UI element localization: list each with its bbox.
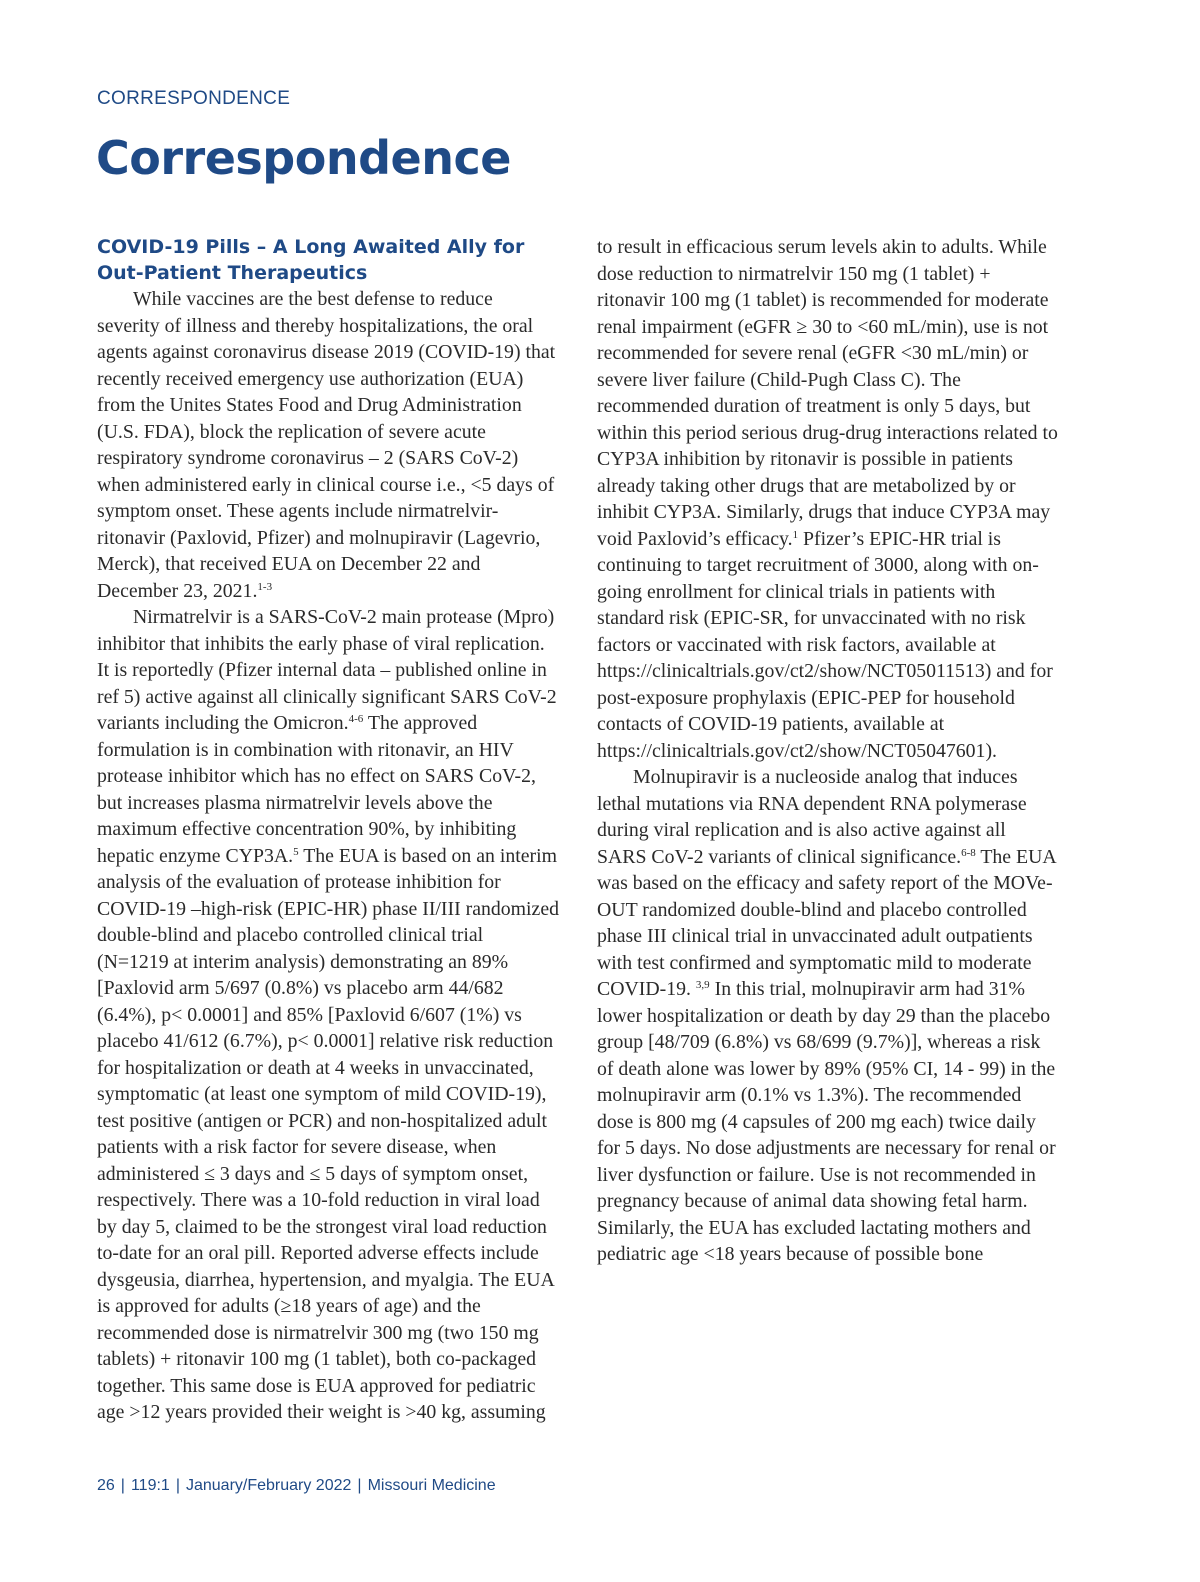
paragraph-2-part-d: Pfizer’s EPIC-HR trial is continuing to target recruitment of 3000, along with on-going enrollment for clinical trials in patients with standard risk (EPIC-SR, for unvaccinated with no risk factors or vaccinated with risk factors, available at https://clinicaltrials.gov/ct2/show/NCT05011513) and for post-exposure prophylaxis (EPIC-PEP for household contacts of COVID-19 patients, available at https://clinicaltrials.gov/ct2/show/NCT05047601). [597,527,1053,762]
left-column [97,234,559,1426]
article-paragraph-2-continued [597,234,1059,764]
right-column [597,234,1059,1268]
paragraph-2-part-c: The EUA is based on an interim analysis of the evaluation of protease inhibition for COVID-19 –high-risk (EPIC-HR) phase II/III randomized double-blind and placebo controlled clinical trial (N=1219 at interim analysis) demonstrating an 89% [Paxlovid arm 5/697 (0.8%) vs placebo arm 44/682 (6.4%), p< 0.0001] and 85% [Paxlovid 6/607 (1%) vs placebo 41/612 (6.7%), p< 0.0001] relative risk reduction for hospitalization or death at 4 weeks in unvaccinated, symptomatic (at least one symptom of mild COVID-19), test positive (antigen or PCR) and non-hospitalized adult patients with a risk factor for severe disease, when administered ≤ 3 days and ≤ 5 days of symptom onset, respectively. There was a 10-fold reduction in viral load by day 5, claimed to be the strongest viral load reduction to-date for an oral pill. Reported adverse effects include dysgeusia, diarrhea, hypertension, and myalgia. The EUA is approved for adults (≥18 years of age) and the recommended dose is nirmatrelvir 300 mg (two 150 mg tablets) + ritonavir 100 mg (1 tablet), both co-packaged together. This same dose is EUA approved for pediatric age >12 years provided their weight is >40 kg, assuming [97,844,560,1423]
article-paragraph-2 [97,604,559,1426]
page-footer [97,1477,496,1495]
article-paragraph-3 [597,764,1059,1268]
issue-volume: 119:1 [130,1477,170,1494]
citation-ref: 3,9 [695,979,710,991]
footer-separator: | [357,1477,362,1494]
issue-date: January/February 2022 [185,1477,352,1494]
page-number: 26 [97,1477,115,1494]
paragraph-3-part-b: The EUA was based on the efficacy and safety report of the MOVe-OUT randomized double-blind and placebo controlled phase III clinical trial in unvaccinated adult outpatients with test confirmed and symptomatic mild to moderate COVID-19. [597,845,1056,1000]
citation-ref: 5 [293,845,299,858]
paragraph-2-continued-text: to result in efficacious serum levels akin to adults. While dose reduction to nirmatrelvir 150 mg (1 tablet) + ritonavir 100 mg (1 tablet) is recommended for moderate renal impairment (eGFR ≥ 30 to <60 mL/min), use is not recommended for severe renal (eGFR <30 mL/min) or severe liver failure (Child-Pugh Class C). The recommended duration of treatment is only 5 days, but within this period serious drug-drug interactions related to CYP3A inhibition by ritonavir is possible in patients already taking other drugs that are metabolized by or inhibit CYP3A. Similarly, drugs that induce CYP3A may void Paxlovid’s efficacy. [597,236,1058,550]
paragraph-2-part-b: The approved formulation is in combination with ritonavir, an HIV protease inhibitor which has no effect on SARS CoV-2, but increases plasma nirmatrelvir levels above the maximum effective concentration 90%, by inhibiting hepatic enzyme CYP3A. [97,712,536,867]
paragraph-1-text: While vaccines are the best defense to reduce severity of illness and thereby hospitalizations, the oral agents against coronavirus disease 2019 (COVID-19) that recently received emergency use authorization (EUA) from the Unites States Food and Drug Administration (U.S. FDA), block the replication of severe acute respiratory syndrome coronavirus – 2 (SARS CoV-2) when administered early in clinical course i.e., <5 days of symptom onset. These agents include nirmatrelvir-ritonavir (Paxlovid, Pfizer) and molnupiravir (Lagevrio, Merck), that received EUA on December 22 and December 23, 2021. [97,288,556,602]
section-label: CORRESPONDENCE [97,88,291,109]
article-title: COVID-19 Pills – A Long Awaited Ally for Out-Patient Therapeutics [97,236,525,284]
footer-separator: | [175,1477,180,1494]
citation-ref: 1-3 [257,580,273,593]
citation-ref: 1 [792,528,799,541]
page-title: Correspondence [96,131,511,185]
paragraph-3-part-a: Molnupiravir is a nucleoside analog that induces lethal mutations via RNA dependent RNA polymerase during viral replication and is also active against all SARS CoV-2 variants of clinical significance. [597,766,1027,868]
footer-separator: | [120,1477,125,1494]
journal-name: Missouri Medicine [367,1477,496,1494]
citation-ref: 6-8 [961,846,976,859]
paragraph-3-part-c: In this trial, molnupiravir arm had 31% lower hospitalization or death by day 29 than the placebo group [48/709 (6.8%) vs 68/699 (9.7%)], whereas a risk of death alone was lower by 89% (95% CI, 14 - 99) in the molnupiravir arm (0.1% vs 1.3%). The recommended dose is 800 mg (4 capsules of 200 mg each) twice daily for 5 days. No dose adjustments are necessary for renal or liver dysfunction or failure. Use is not recommended in pregnancy because of animal data showing fetal harm. Similarly, the EUA has excluded lactating mothers and pediatric age <18 years because of possible bone [597,978,1056,1265]
paragraph-2-part-a: Nirmatrelvir is a SARS-CoV-2 main protease (Mpro) inhibitor that inhibits the early phase of viral replication. It is reportedly (Pfizer internal data – published online in ref 5) active against all clinically significant SARS CoV-2 variants including the Omicron. [97,606,557,734]
citation-ref: 4-6 [348,713,364,725]
article-paragraph-1 [97,286,559,604]
